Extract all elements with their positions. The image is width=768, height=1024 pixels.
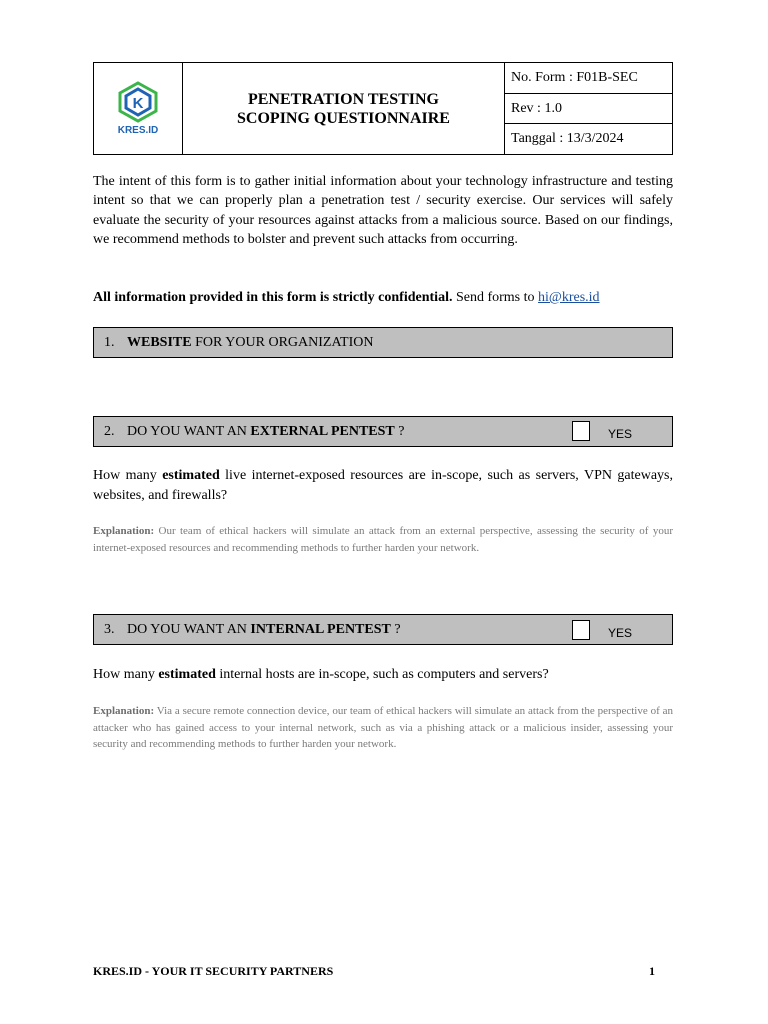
document-title bbox=[183, 63, 505, 154]
logo-letter: K bbox=[132, 95, 144, 112]
external-explanation bbox=[93, 523, 673, 556]
question-bold: estimated bbox=[162, 468, 220, 483]
question-post: internal hosts are in-scope, such as computers and servers? bbox=[215, 667, 549, 682]
question-pre: How many bbox=[93, 468, 163, 483]
footer-tagline: KRES.ID - YOUR IT SECURITY PARTNERS bbox=[93, 964, 334, 978]
internal-yes-label: YES bbox=[608, 626, 633, 640]
section-bold: WEBSITE bbox=[127, 334, 192, 350]
section-website bbox=[93, 327, 673, 358]
section-bold: INTERNAL PENTEST bbox=[250, 621, 391, 637]
explanation-label: Explanation: bbox=[93, 525, 155, 537]
section-pre: DO YOU WANT AN bbox=[127, 621, 251, 637]
question-bold: estimated bbox=[158, 667, 216, 682]
section-number: 2. bbox=[104, 423, 115, 439]
explanation-text: Via a secure remote connection device, our team of ethical hackers will simulate an attack from the perspective of an attacker who has gained access to your internal network, such as via a phishing attack or a malicious insider, assessing your security and recommending methods to further harden your network. bbox=[93, 705, 673, 750]
section-post: ? bbox=[394, 423, 405, 439]
question-post: live internet-exposed resources are in-scope, such as servers, VPN gateways, websites, and firewalls? bbox=[93, 468, 673, 503]
question-pre: How many bbox=[93, 667, 159, 682]
document-header bbox=[93, 62, 673, 155]
internal-explanation bbox=[93, 703, 673, 753]
section-number: 3. bbox=[104, 621, 115, 637]
section-number: 1. bbox=[104, 334, 115, 350]
page-number: 1 bbox=[649, 964, 655, 978]
intro-paragraph: The intent of this form is to gather initial information about your technology infrastructure and testing intent so that we can properly plan a penetration test / security exercise. Our services will safely evaluate the security of your resources against attacks from a malicious source. Based on our findings, we recommend methods to bolster and prevent such attacks from occurring. bbox=[93, 174, 673, 247]
date: Tanggal : 13/3/2024 bbox=[511, 131, 624, 147]
form-number: No. Form : F01B-SEC bbox=[505, 63, 672, 94]
title-line-2: SCOPING QUESTIONNAIRE bbox=[237, 109, 450, 127]
explanation-label: Explanation: bbox=[93, 705, 155, 717]
external-yes-label: YES bbox=[608, 427, 633, 441]
confidential-bold: All information provided in this form is strictly confidential. bbox=[93, 290, 453, 305]
external-pentest-checkbox[interactable] bbox=[572, 421, 590, 441]
revision: Rev : 1.0 bbox=[505, 94, 672, 125]
external-question bbox=[93, 466, 673, 505]
document-meta bbox=[505, 63, 672, 154]
internal-pentest-checkbox[interactable] bbox=[572, 620, 590, 640]
title-line-1: PENETRATION TESTING bbox=[247, 90, 439, 108]
internal-question bbox=[93, 665, 673, 685]
logo bbox=[94, 63, 183, 154]
confidential-text: Send forms to bbox=[452, 290, 539, 305]
kres-logo-icon bbox=[116, 81, 160, 123]
section-pre: DO YOU WANT AN bbox=[127, 423, 251, 439]
confidential-note bbox=[93, 288, 673, 307]
section-bold: EXTERNAL PENTEST bbox=[250, 423, 395, 439]
section-post: ? bbox=[390, 621, 401, 637]
explanation-text: Our team of ethical hackers will simulate an attack from an external perspective, assessing the security of your internet-exposed resources and recommending methods to further harden your network. bbox=[93, 525, 673, 554]
section-rest: FOR YOUR ORGANIZATION bbox=[191, 334, 374, 350]
email-link[interactable]: hi@kres.id bbox=[538, 290, 600, 305]
logo-text: KRES.ID bbox=[117, 125, 159, 136]
